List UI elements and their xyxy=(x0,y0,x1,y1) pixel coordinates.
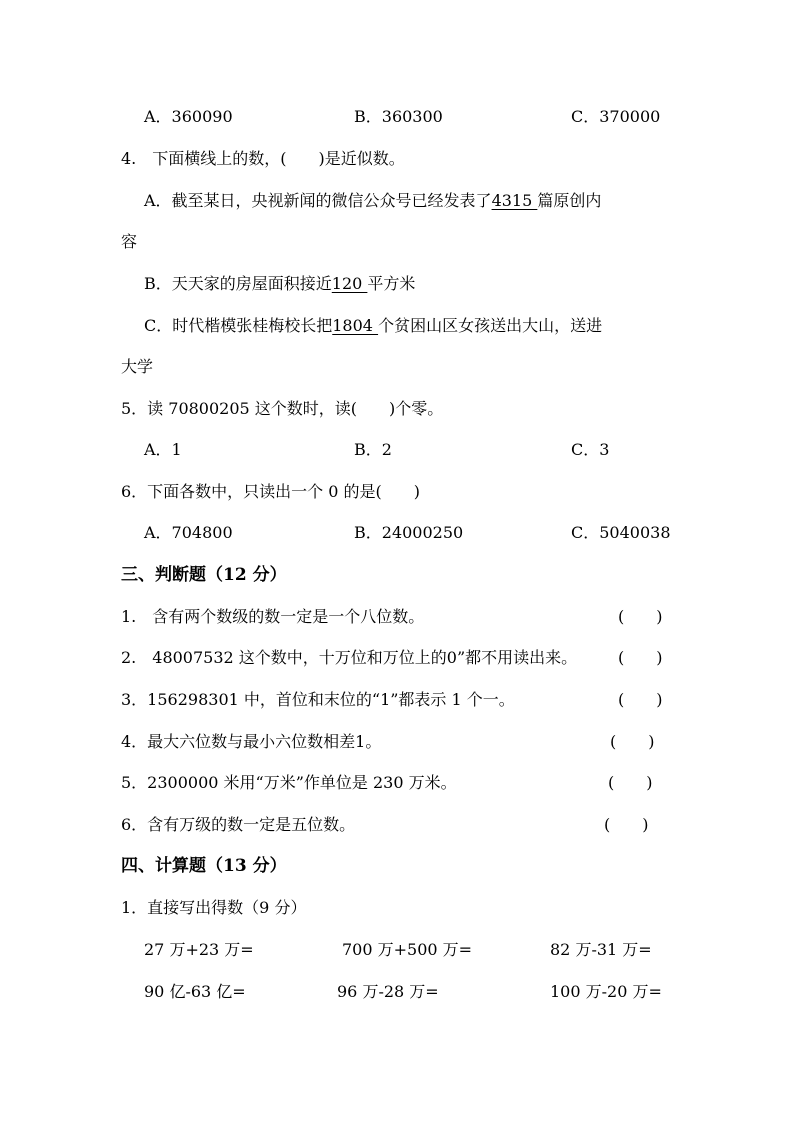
q4-a-cont: 容 xyxy=(121,232,138,251)
q4-option-c-line xyxy=(144,314,602,338)
calc-item: 700 万+500 万= xyxy=(342,940,473,959)
section4-title-row xyxy=(0,854,794,878)
section3-title: 三、判断题（12 分） xyxy=(121,565,287,585)
q4-stem-row xyxy=(0,147,794,171)
q4-b-pre: B．天天家的房屋面积接近 xyxy=(144,274,332,293)
calc-row-1 xyxy=(0,938,794,962)
judge-item-text: 3．156298301 中，首位和末位的“1”都表示 1 个一。 xyxy=(121,690,515,709)
calc-item: 82 万-31 万= xyxy=(550,940,652,959)
q4-option-c-cont-row xyxy=(0,355,794,379)
judge-item-text: 5．2300000 米用“万米”作单位是 230 万米。 xyxy=(121,773,457,792)
calc-item: 100 万-20 万= xyxy=(550,982,662,1001)
calc-row-2 xyxy=(0,980,794,1004)
judge-item-text: 4．最大六位数与最小六位数相差1。 xyxy=(121,732,382,751)
q4-c-number: 1804 xyxy=(332,316,379,335)
judge-item-6 xyxy=(0,813,794,837)
section4-subtitle: 1．直接写出得数（9 分） xyxy=(121,898,307,917)
q6-stem-row xyxy=(0,480,794,504)
q6-option-b[interactable]: B．24000250 xyxy=(354,523,464,542)
judge-answer-paren[interactable]: ( ) xyxy=(610,732,655,751)
judge-item-4 xyxy=(0,730,794,754)
judge-item-1 xyxy=(0,605,794,629)
judge-item-2 xyxy=(0,646,794,670)
q5-option-c[interactable]: C．3 xyxy=(571,440,610,459)
judge-answer-paren[interactable]: ( ) xyxy=(618,648,663,667)
q6-option-c[interactable]: C．5040038 xyxy=(571,523,671,542)
q4-c-pre: C．时代楷模张桂梅校长把 xyxy=(144,316,333,335)
calc-item: 96 万-28 万= xyxy=(337,982,439,1001)
judge-item-text: 6．含有万级的数一定是五位数。 xyxy=(121,815,356,834)
q4-option-b[interactable] xyxy=(0,272,794,296)
q3-option-a[interactable]: A．360090 xyxy=(144,107,233,126)
q3-option-b[interactable]: B．360300 xyxy=(354,107,443,126)
q5-options-row xyxy=(0,438,794,462)
judge-item-3 xyxy=(0,688,794,712)
q4-a-number: 4315 xyxy=(491,191,538,210)
q4-option-b-line xyxy=(144,272,415,296)
q5-stem: 5．读 70800205 这个数时，读( )个零。 xyxy=(121,399,444,418)
judge-item-text: 1. 含有两个数级的数一定是一个八位数。 xyxy=(121,607,425,626)
q4-b-post: 平方米 xyxy=(367,274,416,293)
q4-c-cont: 大学 xyxy=(121,357,154,376)
section3-title-row xyxy=(0,563,794,587)
q6-options-row xyxy=(0,521,794,545)
q5-option-a[interactable]: A．1 xyxy=(144,440,182,459)
q4-option-a-cont-row xyxy=(0,230,794,254)
section4-title: 四、计算题（13 分） xyxy=(121,856,287,876)
q3-options-row xyxy=(0,105,794,129)
q4-a-post: 篇原创内 xyxy=(537,191,602,210)
q6-stem: 6．下面各数中，只读出一个 0 的是( ) xyxy=(121,482,421,501)
q4-c-post: 个贫困山区女孩送出大山，送进 xyxy=(378,316,603,335)
judge-item-text: 2. 48007532 这个数中，十万位和万位上的0”都不用读出来。 xyxy=(121,648,578,667)
section4-sub-row xyxy=(0,896,794,920)
judge-answer-paren[interactable]: ( ) xyxy=(618,607,663,626)
q5-option-b[interactable]: B．2 xyxy=(354,440,392,459)
judge-item-5 xyxy=(0,771,794,795)
q4-stem: 4. 下面横线上的数，( )是近似数。 xyxy=(121,149,405,168)
q4-a-pre: A．截至某日，央视新闻的微信公众号已经发表了 xyxy=(144,191,492,210)
q5-stem-row xyxy=(0,397,794,421)
q4-option-a[interactable] xyxy=(0,189,794,213)
judge-answer-paren[interactable]: ( ) xyxy=(604,815,649,834)
judge-answer-paren[interactable]: ( ) xyxy=(618,690,663,709)
q4-option-c[interactable] xyxy=(0,314,794,338)
calc-item: 90 亿-63 亿= xyxy=(144,982,246,1001)
q4-b-number: 120 xyxy=(331,274,368,293)
q4-option-a-line xyxy=(144,189,601,213)
judge-answer-paren[interactable]: ( ) xyxy=(608,773,653,792)
q3-option-c[interactable]: C．370000 xyxy=(571,107,661,126)
calc-item: 27 万+23 万= xyxy=(144,940,254,959)
q6-option-a[interactable]: A．704800 xyxy=(144,523,233,542)
